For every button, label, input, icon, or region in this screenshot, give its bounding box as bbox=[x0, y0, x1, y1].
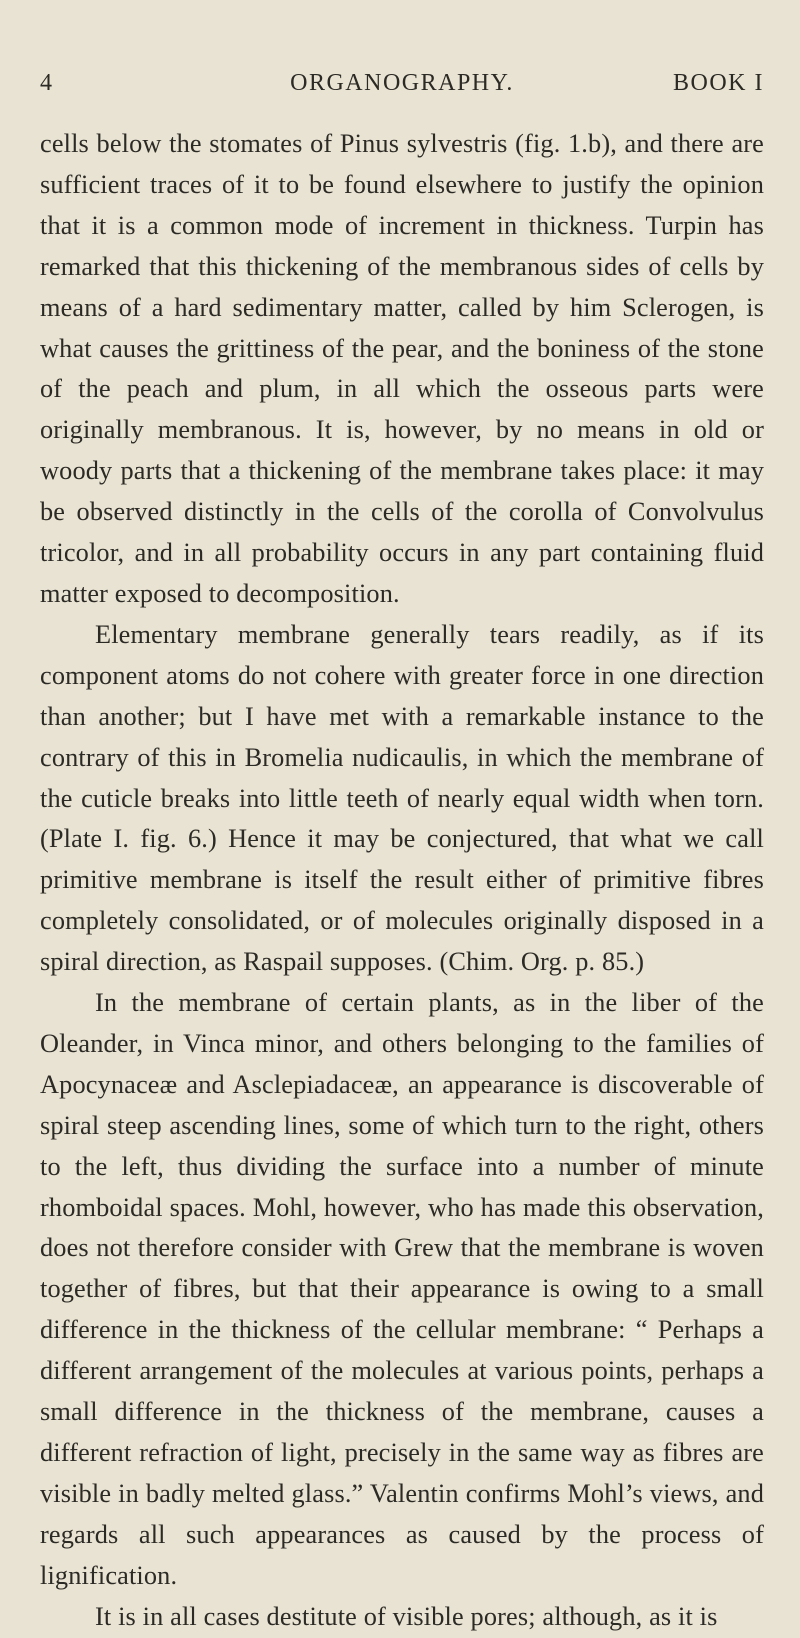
paragraph-continued: cells below the stomates of Pinus sylvestris (fig. 1.b), and there are sufficient traces of it to be found elsewhere to justify the opinion that it is a common mode of increment in thickness. Turpin has remarked that this thickening of the membranous sides of cells by means of a hard sedimentary matter, called by him Sclerogen, is what causes the grittiness of the pear, and the boniness of the stone of the peach and plum, in all which the osseous parts were originally membranous. It is, however, by no means in old or woody parts that a thickening of the membrane takes place: it may be observed distinctly in the cells of the corolla of Convolvulus tricolor, and in all probability occurs in any part containing fluid matter exposed to decomposition. bbox=[40, 129, 764, 608]
paragraph-pores: It is in all cases destitute of visible pores; although, as it is bbox=[95, 1601, 718, 1631]
page-number: 4 bbox=[40, 70, 54, 96]
running-head bbox=[40, 70, 764, 110]
running-title: ORGANOGRAPHY. bbox=[290, 70, 514, 96]
book-label: BOOK I bbox=[673, 70, 764, 96]
paragraph-elementary-membrane: Elementary membrane generally tears readily, as if its component atoms do not cohere with greater force in one direction than another; but I have met with a remarkable instance to the contrary of this in Bromelia nudicaulis, in which the membrane of the cuticle breaks into little teeth of nearly equal width when torn. (Plate I. fig. 6.) Hence it may be conjectured, that what we call primitive membrane is itself the result either of primitive fibres completely consolidated, or of molecules originally disposed in a spiral direction, as Raspail supposes. (Chim. Org. p. 85.) bbox=[40, 619, 764, 977]
paragraph-spiral-lines: In the membrane of certain plants, as in the liber of the Oleander, in Vinca minor, and others belonging to the families of Apocynaceæ and Asclepiadaceæ, an appearance is discoverable of spiral steep ascending lines, some of which turn to the right, others to the left, thus dividing the surface into a number of minute rhomboidal spaces. Mohl, however, who has made this observation, does not therefore consider with Grew that the membrane is woven together of fibres, but that their appearance is owing to a small difference in the thickness of the cellular membrane: “ Perhaps a different arrangement of the molecules at various points, perhaps a small difference in the thickness of the membrane, causes a different refraction of light, precisely in the same way as fibres are visible in badly melted glass.” Valentin confirms Mohl’s views, and regards all such appearances as caused by the process of lignification. bbox=[40, 988, 764, 1590]
